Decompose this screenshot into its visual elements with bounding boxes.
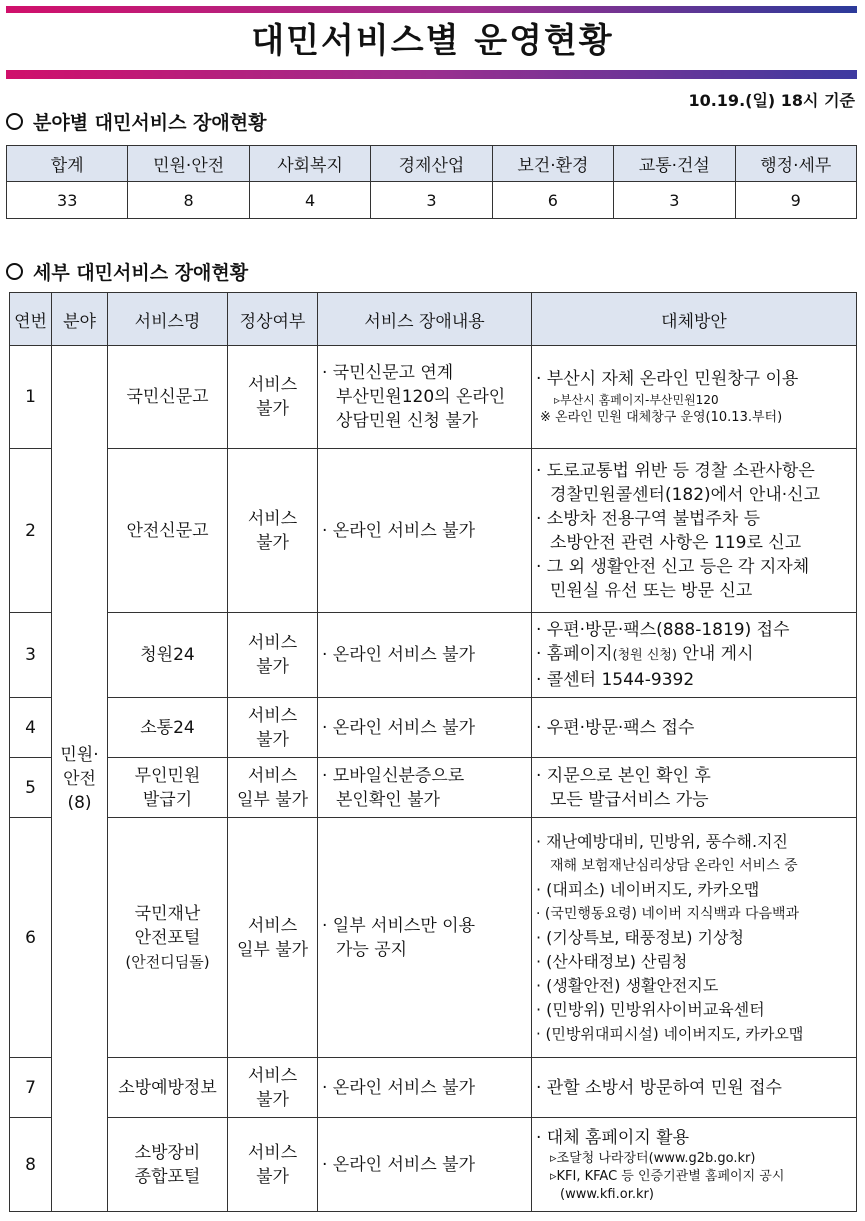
row-number: 3 [10,613,52,698]
alternative-subline: ▹KFI, KFAC 등 인증기관별 홈페이지 공시 [550,1168,785,1184]
description-line: · 국민신문고 연계 [322,363,454,383]
service-name [108,346,228,449]
summary-table [6,145,857,219]
summary-header-cell: 교통·건설 [614,146,735,182]
status-text: 서비스 [247,1065,298,1086]
description-line: 본인확인 불가 [336,789,440,810]
alternative-line: 경찰민원콜센터(182)에서 안내·신고 [550,484,821,505]
date-label: 10.19.(일) 18시 기준 [688,91,855,110]
alternative-subline: ▹조달청 나라장터(www.g2b.go.kr) [550,1150,756,1166]
failure-description [318,449,532,613]
alternative-plan [532,698,857,758]
alternative-line: · 우편·방문·팩스(888-1819) 접수 [536,620,790,640]
table-row [10,698,857,758]
service-name-text: 안전포털 [134,927,201,948]
alternative-subline: (www.kfi.or.kr) [560,1186,654,1202]
field-label: 안전 [63,768,96,789]
alternative-plan [532,613,857,698]
detail-header-row [10,293,857,346]
description-line: · 온라인 서비스 불가 [322,1077,475,1098]
row-number: 6 [10,818,52,1058]
service-name [108,613,228,698]
alternative-line: · (국민행동요령) 네이버 지식백과 다음백과 [536,905,800,922]
service-name-text: 국민재난 [134,903,201,924]
description-line: · 온라인 서비스 불가 [322,717,475,738]
service-status [228,758,318,818]
table-row [10,1118,857,1212]
alternative-line [536,642,856,668]
row-number: 4 [10,698,52,758]
service-name-text: 안전신문고 [126,520,209,541]
service-status [228,613,318,698]
status-text: 불가 [256,532,289,553]
alternative-line: · 지문으로 본인 확인 후 [536,765,711,786]
description-line: · 일부 서비스만 이용 [322,915,475,936]
description-line: · 온라인 서비스 불가 [322,645,475,665]
detail-header-cell: 대체방안 [532,293,857,346]
service-name-text: 국민신문고 [126,387,209,407]
status-text: 서비스 [247,765,298,786]
failure-description [318,758,532,818]
status-text: 서비스 [247,1142,298,1163]
service-name [108,698,228,758]
summary-heading-text: 분야별 대민서비스 장애현황 [33,112,267,134]
summary-header-cell: 합계 [7,146,128,182]
status-text: 불가 [256,1166,289,1187]
table-row [10,1058,857,1118]
alternative-line: · 그 외 생활안전 신고 등은 각 지자체 [536,556,810,577]
alternative-line: · (대피소) 네이버지도, 카카오맵 [536,879,760,899]
alternative-subline: ▹부산시 홈페이지-부산민원120 [554,393,719,407]
summary-header-cell: 경제산업 [371,146,492,182]
service-name-text: 무인민원 [134,765,201,786]
summary-value-cell: 4 [249,182,370,219]
alternative-line: · 도로교통법 위반 등 경찰 소관사항은 [536,460,815,481]
summary-value-cell: 3 [614,182,735,219]
failure-description [318,346,532,449]
summary-header-cell: 민원·안전 [128,146,249,182]
status-text: 불가 [256,657,289,677]
service-name-text: 청원24 [140,645,195,665]
service-status [228,346,318,449]
description-line: · 온라인 서비스 불가 [322,520,475,541]
table-row [10,449,857,613]
alternative-plan [532,818,857,1058]
row-number: 5 [10,758,52,818]
status-text: 서비스 [247,915,298,936]
service-name-text: 발급기 [142,789,193,810]
alternative-line: · (민방위대피시설) 네이버지도, 카카오맵 [536,1024,804,1043]
status-text: 서비스 [247,375,298,395]
service-name [108,1058,228,1118]
alternative-line: · (산사태정보) 산림청 [536,951,688,971]
service-name [108,818,228,1058]
page-title: 대민서비스별 운영현황 [251,21,614,61]
service-name-text: 소방장비 [134,1142,201,1163]
status-text: 일부 불가 [236,789,309,810]
alternative-small-text: (청원 신청) [612,648,678,663]
alternative-line: 재해 보험재난심리상담 온라인 서비스 중 [550,857,798,874]
service-name-text: (안전디딤돌) [125,952,210,971]
status-text: 불가 [256,729,289,750]
detail-heading [6,258,248,285]
description-line: 부산민원120의 온라인 [336,387,506,407]
row-number: 7 [10,1058,52,1118]
table-row [10,818,857,1058]
summary-header-cell: 보건·환경 [492,146,613,182]
alternative-text: · 홈페이지 [536,644,613,664]
alternative-plan [532,449,857,613]
status-text: 서비스 [247,633,298,653]
status-text: 불가 [256,399,289,419]
service-name-text: 소방예방정보 [118,1077,217,1098]
alternative-note: ※ 온라인 민원 대체창구 운영(10.13.부터) [540,410,783,425]
circle-bullet-icon [6,263,23,280]
detail-table [9,292,857,1212]
description-line: 상담민원 신청 불가 [336,411,479,431]
alternative-line: · 관할 소방서 방문하여 민원 접수 [536,1077,782,1098]
summary-header-cell: 사회복지 [249,146,370,182]
status-text: 불가 [256,1089,289,1110]
detail-header-cell: 분야 [52,293,108,346]
summary-value-row [7,182,857,219]
alternative-line: 민원실 유선 또는 방문 신고 [550,580,753,601]
detail-header-cell: 정상여부 [228,293,318,346]
service-name [108,758,228,818]
service-name [108,1118,228,1212]
service-status [228,698,318,758]
table-row [10,613,857,698]
alternative-line: · 대체 홈페이지 활용 [536,1127,689,1148]
status-text: 일부 불가 [236,939,309,960]
alternative-line: · 부산시 자체 온라인 민원창구 이용 [536,369,799,389]
status-text: 서비스 [247,705,298,726]
summary-heading [6,108,266,135]
row-number: 2 [10,449,52,613]
summary-value-cell: 3 [371,182,492,219]
alternative-line: · 우편·방문·팩스 접수 [536,717,695,738]
summary-header-cell: 행정·세무 [735,146,856,182]
service-status [228,1118,318,1212]
service-name [108,449,228,613]
detail-header-cell: 서비스명 [108,293,228,346]
failure-description [318,613,532,698]
summary-header-row [7,146,857,182]
alternative-line: 소방안전 관련 사항은 119로 신고 [550,532,802,553]
row-number: 1 [10,346,52,449]
status-text: 서비스 [247,508,298,529]
alternative-line: · (민방위) 민방위사이버교육센터 [536,999,765,1019]
alternative-line: · (생활안전) 생활안전지도 [536,975,719,995]
service-name-text: 종합포털 [134,1166,201,1187]
summary-value-cell: 6 [492,182,613,219]
table-row [10,346,857,449]
alternative-plan [532,758,857,818]
failure-description [318,698,532,758]
detail-header-cell: 연번 [10,293,52,346]
service-status [228,818,318,1058]
alternative-line: · 재난예방대비, 민방위, 풍수해.지진 [536,831,788,851]
alternative-line: 모든 발급서비스 가능 [550,789,709,810]
service-status [228,1058,318,1118]
description-line: · 모바일신분증으로 [322,765,465,786]
alternative-plan [532,1058,857,1118]
field-count: (8) [67,792,92,813]
alternative-line: · 소방차 전용구역 불법주차 등 [536,508,761,529]
detail-header-cell: 서비스 장애내용 [318,293,532,346]
detail-heading-text: 세부 대민서비스 장애현황 [33,262,249,284]
table-row [10,758,857,818]
alternative-plan [532,346,857,449]
service-name-text: 소통24 [140,717,195,738]
alternative-plan [532,1118,857,1212]
circle-bullet-icon [6,113,23,130]
summary-value-cell: 9 [735,182,856,219]
title-bottom-bar [6,70,857,79]
service-status [228,449,318,613]
field-cell [52,346,108,1212]
alternative-line: · 콜센터 1544-9392 [536,670,695,690]
row-number: 8 [10,1118,52,1212]
title-top-bar [6,6,857,13]
alternative-line: · (기상특보, 태풍정보) 기상청 [536,927,744,947]
field-label: 민원· [60,744,99,765]
summary-value-cell: 8 [128,182,249,219]
failure-description [318,1118,532,1212]
failure-description [318,1058,532,1118]
description-line: 가능 공지 [336,939,408,960]
alternative-text: 안내 게시 [677,644,754,664]
failure-description [318,818,532,1058]
description-line: · 온라인 서비스 불가 [322,1154,475,1175]
summary-value-cell: 33 [7,182,128,219]
